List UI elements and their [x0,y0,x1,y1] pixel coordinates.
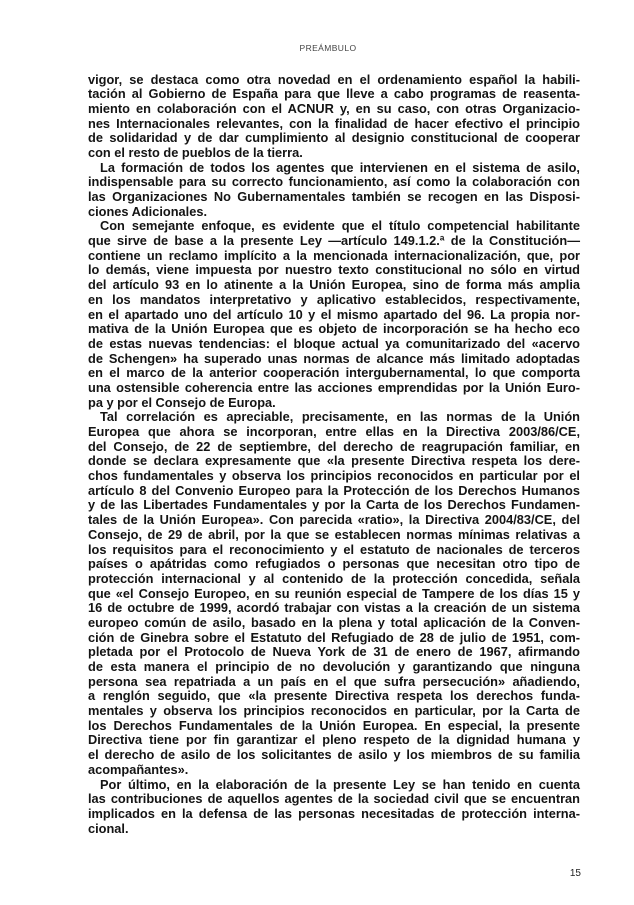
text-line: con el resto de pueblos de la tierra. [88,144,303,160]
text-line: en los mandatos interpretativo y aplicativo establecidos, respectivamente, [88,291,580,307]
text-line: a renglón seguido, que «la presente Directiva respeta los derechos funda- [88,688,580,704]
text-line: que «el Consejo Europeo, en su reunión especial de Tampere de los días 15 y [88,585,580,601]
text-line: los Derechos Fundamentales de la Unión Europea. En especial, la presente [88,717,580,733]
text-line: en el marco de la anterior cooperación intergubernamental, lo que comporta [88,365,580,381]
text-line: tación al Gobierno de España para que lleve a cabo programas de reasenta- [88,86,580,102]
text-line: y de las Libertades Fundamentales y por la Carta de los Derechos Fundamen- [88,497,580,513]
text-line: 16 de octubre de 1999, acordó trabajar con vistas a la creación de un sistema [88,600,580,616]
text-line: nes Internacionales relevantes, con la finalidad de hacer efectivo el principio [88,115,580,131]
text-line: vigor, se destaca como otra novedad en el ordenamiento español la habili- [88,71,580,87]
text-line: Europea que ahora se incorporan, entre ellas en la Directiva 2003/86/CE, [88,424,580,439]
text-line: protección internacional y al contenido de la protección concedida, señala [88,570,580,586]
body-text [88,73,580,837]
text-line: persona sea repatriada a un país en el que sufra persecución» añadiendo, [88,673,580,689]
running-header: PREÁMBULO [299,43,357,53]
text-line: chos fundamentales y observa los principios reconocidos en particular por el [88,468,580,484]
text-line: Con semejante enfoque, es evidente que el título competencial habilitante [100,218,580,234]
text-line: Por último, en la elaboración de la presente Ley se han tenido en cuenta [100,776,580,792]
text-line: tales de la Unión Europea». Con parecida «ratio», la Directiva 2004/83/CE, del [88,512,580,528]
paragraph [88,73,580,161]
text-line: las contribuciones de aquellos agentes de la sociedad civil que se encuentran [88,791,580,807]
text-line: Consejo, de 29 de abril, por la que se establecen normas mínimas relativas a [88,526,580,542]
text-line: europeo común de asilo, basado en la plena y total aplicación de la Conven- [88,614,580,630]
paragraph [88,161,580,220]
text-line: una ostensible coherencia entre las acciones emprendidas por la Unión Euro- [88,379,580,395]
page-number: 15 [569,868,581,879]
text-line: de solidaridad y de dar cumplimiento al designio constitucional de cooperar [88,130,580,146]
text-line: ción de Ginebra sobre el Estatuto del Refugiado de 28 de julio de 1951, com- [88,629,580,645]
text-line: donde se declara expresamente que «la presente Directiva respeta los dere- [88,453,580,469]
text-line: mentales y observa los principios reconocidos en particular, por la Carta de [88,703,580,719]
text-line: del artículo 93 en lo atinente a la Unión Europea, sino de forma más amplia [88,277,580,293]
text-line: las Organizaciones No Gubernamentales también se recogen en las Disposi- [88,189,580,204]
paragraph [88,778,580,837]
text-line: países o apátridas como refugiados o personas que necesitan otro tipo de [88,556,580,572]
text-line: lo demás, viene impuesta por nuestro texto constitucional no sólo en virtud [88,262,580,278]
text-line: Tal correlación es apreciable, precisamente, en las normas de la Unión [100,409,580,425]
text-line: La formación de todos los agentes que intervienen en el sistema de asilo, [100,159,580,175]
text-line: de esta manera el principio de no devolución y garantizando que ninguna [88,659,580,674]
text-line: cional. [88,820,129,836]
text-line: mativa de la Unión Europea que es objeto de incorporación se ha hecho eco [88,321,580,337]
text-line: de Schengen» ha superado unas normas de alcance más limitado adoptadas [88,350,580,366]
text-line: en el apartado uno del artículo 10 y el mismo apartado del 96. La propia nor- [88,306,580,322]
paragraph [88,219,580,410]
text-line: ciones Adicionales. [88,203,208,219]
text-line: artículo 8 del Convenio Europeo para la Protección de los Derechos Humanos [88,482,580,498]
text-line: de estas nuevas tendencias: el bloque actual ya comunitarizado del «acervo [88,335,580,351]
text-line: implicados en la defensa de las personas necesitadas de protección interna- [88,805,580,821]
text-line: Directiva tiene por fin garantizar el pleno respeto de la dignidad humana y [88,732,580,748]
text-line: pa y por el Consejo de Europa. [88,394,276,410]
text-line: del Consejo, de 22 de septiembre, del derecho de reagrupación familiar, en [88,438,580,454]
text-line: el derecho de asilo de los solicitantes de asilo y los miembros de su familia [88,747,580,763]
text-line: miento en colaboración con el ACNUR y, en su caso, con otras Organizacio- [88,100,580,116]
text-line: pletada por el Protocolo de Nueva York de 31 de enero de 1967, afirmando [88,644,580,660]
text-line: acompañantes». [88,761,189,777]
text-line: que sirve de base a la presente Ley —artículo 149.1.2.ª de la Constitución— [88,233,580,249]
text-line: contiene un reclamo implícito a la mencionada internacionalización, que, por [88,247,580,263]
text-line: los requisitos para el reconocimiento y el estatuto de nacionales de terceros [88,541,580,557]
text-line: indispensable para su correcto funcionamiento, así como la colaboración con [88,174,580,190]
paragraph [88,410,580,777]
